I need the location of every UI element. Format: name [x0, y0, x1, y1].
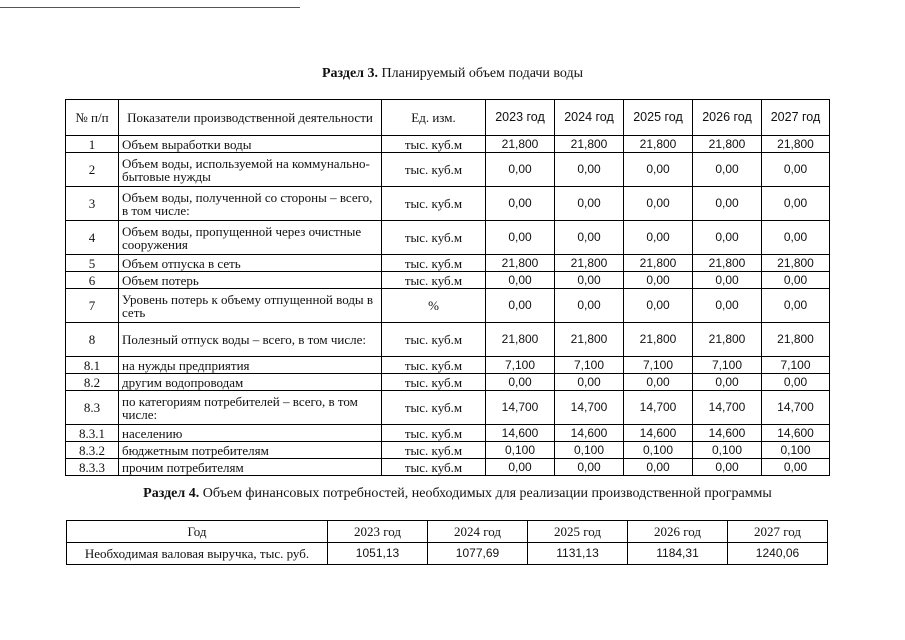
table-row — [66, 323, 830, 357]
row-number: 8.1 — [66, 357, 119, 374]
table-row — [66, 221, 830, 255]
value-2027: 0,100 — [762, 442, 830, 459]
value-2023: 21,800 — [486, 255, 555, 272]
header-year-2024: 2024 год — [555, 100, 624, 136]
value-2026: 7,100 — [693, 357, 762, 374]
value-2027: 21,800 — [762, 136, 830, 153]
value-2027: 7,100 — [762, 357, 830, 374]
value-2023: 14,700 — [486, 391, 555, 425]
unit: % — [382, 289, 486, 323]
unit: тыс. куб.м — [382, 221, 486, 255]
indicator-name: Объем выработки воды — [119, 136, 382, 153]
value-2027: 14,700 — [762, 391, 830, 425]
table-row — [66, 391, 830, 425]
value-2023: 0,00 — [486, 272, 555, 289]
value-2024: 7,100 — [555, 357, 624, 374]
header-year-2026: 2026 год — [693, 100, 762, 136]
table-row — [66, 255, 830, 272]
indicator-name: Объем потерь — [119, 272, 382, 289]
unit: тыс. куб.м — [382, 425, 486, 442]
header-year-2024: 2024 год — [428, 521, 528, 543]
table-row — [66, 289, 830, 323]
value-2025: 7,100 — [624, 357, 693, 374]
unit: тыс. куб.м — [382, 153, 486, 187]
value-2023: 0,100 — [486, 442, 555, 459]
value-2023: 0,00 — [486, 459, 555, 476]
unit: тыс. куб.м — [382, 357, 486, 374]
row-number: 8 — [66, 323, 119, 357]
header-year-2023: 2023 год — [486, 100, 555, 136]
value-2024: 14,700 — [555, 391, 624, 425]
indicator-name: Полезный отпуск воды – всего, в том числе: — [119, 323, 382, 357]
header-year-2027: 2027 год — [762, 100, 830, 136]
table-row — [66, 459, 830, 476]
row-number: 2 — [66, 153, 119, 187]
unit: тыс. куб.м — [382, 459, 486, 476]
value-2023: 21,800 — [486, 136, 555, 153]
value-2023: 0,00 — [486, 289, 555, 323]
value-2023: 14,600 — [486, 425, 555, 442]
water-supply-table — [65, 99, 830, 476]
value-2026: 0,00 — [693, 374, 762, 391]
value-2027: 0,00 — [762, 187, 830, 221]
table-row — [66, 153, 830, 187]
header-year-2023: 2023 год — [328, 521, 428, 543]
value-2026: 0,00 — [693, 153, 762, 187]
water-supply-table-body — [66, 136, 830, 476]
value-2023: 21,800 — [486, 323, 555, 357]
indicator-name: на нужды предприятия — [119, 357, 382, 374]
header-year-2025: 2025 год — [528, 521, 628, 543]
table-row — [66, 374, 830, 391]
value-2023: 7,100 — [486, 357, 555, 374]
revenue-2025: 1131,13 — [528, 543, 628, 565]
value-2027: 0,00 — [762, 221, 830, 255]
value-2025: 14,600 — [624, 425, 693, 442]
row-number: 8.3.3 — [66, 459, 119, 476]
value-2027: 21,800 — [762, 255, 830, 272]
row-number: 8.2 — [66, 374, 119, 391]
unit: тыс. куб.м — [382, 374, 486, 391]
indicator-name: бюджетным потребителям — [119, 442, 382, 459]
row-number: 3 — [66, 187, 119, 221]
header-year-2027: 2027 год — [728, 521, 828, 543]
value-2027: 0,00 — [762, 459, 830, 476]
section-4-caption: Объем финансовых потребностей, необходимых для реализации производственной программы — [202, 486, 772, 501]
financial-header-row — [67, 521, 828, 543]
value-2024: 21,800 — [555, 255, 624, 272]
unit: тыс. куб.м — [382, 391, 486, 425]
table-row — [66, 187, 830, 221]
row-number: 1 — [66, 136, 119, 153]
revenue-label: Необходимая валовая выручка, тыс. руб. — [67, 543, 328, 565]
revenue-2027: 1240,06 — [728, 543, 828, 565]
header-rule — [0, 7, 300, 8]
value-2027: 21,800 — [762, 323, 830, 357]
value-2025: 21,800 — [624, 255, 693, 272]
value-2025: 0,00 — [624, 221, 693, 255]
value-2026: 21,800 — [693, 136, 762, 153]
value-2025: 21,800 — [624, 323, 693, 357]
indicator-name: Уровень потерь к объему отпущенной воды в сеть — [119, 289, 382, 323]
value-2025: 0,00 — [624, 153, 693, 187]
value-2024: 0,100 — [555, 442, 624, 459]
row-number: 8.3 — [66, 391, 119, 425]
value-2026: 0,00 — [693, 221, 762, 255]
value-2026: 21,800 — [693, 255, 762, 272]
row-number: 8.3.2 — [66, 442, 119, 459]
value-2024: 0,00 — [555, 272, 624, 289]
value-2024: 0,00 — [555, 459, 624, 476]
table-row — [66, 425, 830, 442]
value-2025: 0,00 — [624, 289, 693, 323]
value-2024: 14,600 — [555, 425, 624, 442]
value-2027: 0,00 — [762, 374, 830, 391]
value-2026: 0,00 — [693, 289, 762, 323]
value-2025: 0,00 — [624, 374, 693, 391]
indicator-name: Объем воды, пропущенной через очистные сооружения — [119, 221, 382, 255]
unit: тыс. куб.м — [382, 187, 486, 221]
header-unit: Ед. изм. — [382, 100, 486, 136]
table-row — [66, 272, 830, 289]
value-2026: 0,100 — [693, 442, 762, 459]
value-2025: 0,100 — [624, 442, 693, 459]
value-2026: 0,00 — [693, 272, 762, 289]
indicator-name: другим водопроводам — [119, 374, 382, 391]
value-2027: 0,00 — [762, 289, 830, 323]
value-2025: 0,00 — [624, 187, 693, 221]
value-2025: 21,800 — [624, 136, 693, 153]
value-2026: 14,600 — [693, 425, 762, 442]
unit: тыс. куб.м — [382, 442, 486, 459]
unit: тыс. куб.м — [382, 272, 486, 289]
revenue-2024: 1077,69 — [428, 543, 528, 565]
value-2026: 21,800 — [693, 323, 762, 357]
value-2027: 0,00 — [762, 272, 830, 289]
row-number: 8.3.1 — [66, 425, 119, 442]
value-2027: 0,00 — [762, 153, 830, 187]
value-2023: 0,00 — [486, 374, 555, 391]
value-2023: 0,00 — [486, 153, 555, 187]
header-year-2025: 2025 год — [624, 100, 693, 136]
row-number: 6 — [66, 272, 119, 289]
row-number: 4 — [66, 221, 119, 255]
unit: тыс. куб.м — [382, 323, 486, 357]
section-4-number: Раздел 4. — [143, 486, 200, 501]
revenue-2026: 1184,31 — [628, 543, 728, 565]
header-year-2026: 2026 год — [628, 521, 728, 543]
header-number: № п/п — [66, 100, 119, 136]
row-number: 7 — [66, 289, 119, 323]
unit: тыс. куб.м — [382, 136, 486, 153]
indicator-name: Объем воды, полученной со стороны – всего, в том числе: — [119, 187, 382, 221]
indicator-name: Объем воды, используемой на коммунально-бытовые нужды — [119, 153, 382, 187]
indicator-name: населению — [119, 425, 382, 442]
indicator-name: прочим потребителям — [119, 459, 382, 476]
table-row — [66, 136, 830, 153]
section-3-title — [0, 66, 905, 82]
financial-data-row — [67, 543, 828, 565]
row-number: 5 — [66, 255, 119, 272]
revenue-2023: 1051,13 — [328, 543, 428, 565]
table-row — [66, 442, 830, 459]
section-3-number: Раздел 3. — [321, 66, 379, 81]
value-2025: 0,00 — [624, 459, 693, 476]
unit: тыс. куб.м — [382, 255, 486, 272]
value-2026: 0,00 — [693, 459, 762, 476]
header-year-label: Год — [67, 521, 328, 543]
header-indicator: Показатели производственной деятельности — [119, 100, 382, 136]
value-2025: 0,00 — [624, 272, 693, 289]
value-2024: 0,00 — [555, 374, 624, 391]
value-2026: 14,700 — [693, 391, 762, 425]
value-2024: 21,800 — [555, 136, 624, 153]
value-2025: 14,700 — [624, 391, 693, 425]
value-2023: 0,00 — [486, 221, 555, 255]
value-2024: 21,800 — [555, 323, 624, 357]
value-2024: 0,00 — [555, 187, 624, 221]
financial-needs-table — [66, 520, 828, 565]
value-2027: 14,600 — [762, 425, 830, 442]
table-row — [66, 357, 830, 374]
value-2024: 0,00 — [555, 289, 624, 323]
section-3-caption: Планируемый объем подачи воды — [381, 66, 584, 81]
value-2026: 0,00 — [693, 187, 762, 221]
indicator-name: по категориям потребителей – всего, в том числе: — [119, 391, 382, 425]
table-header-row — [66, 100, 830, 136]
value-2024: 0,00 — [555, 221, 624, 255]
indicator-name: Объем отпуска в сеть — [119, 255, 382, 272]
value-2024: 0,00 — [555, 153, 624, 187]
section-4-title — [5, 486, 905, 502]
value-2023: 0,00 — [486, 187, 555, 221]
